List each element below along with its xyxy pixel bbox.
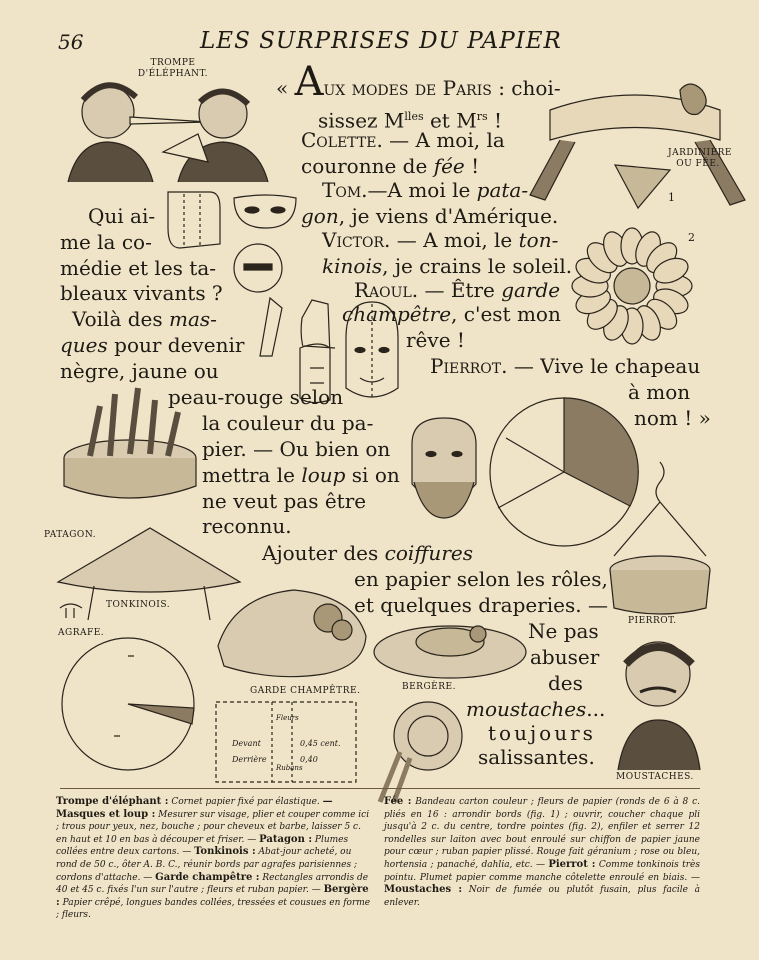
dialogue-text: et M <box>423 108 477 133</box>
speaker-name: Pierrot. <box>430 354 508 378</box>
dialogue-text: , je viens d'Amérique. <box>338 204 559 228</box>
footnote-term: — Masques et loup : <box>56 796 333 820</box>
masks-line-10: pier. — Ou bien on <box>202 437 391 461</box>
footnote-text: Mesurer sur visage, plier et couper comme ici ; trous pour yeux, nez, bouche ; pour cheveux et barbe, laisser 5 c. en haut et 10 en bas à découper et friser. — <box>56 809 370 845</box>
footnote-term: Patagon : <box>259 833 313 845</box>
superscript: lles <box>404 110 424 123</box>
dialogue-italic: pata- <box>476 178 529 202</box>
rosette-center <box>614 268 650 304</box>
masks-line-1: Qui ai- <box>88 204 156 228</box>
footnote-term: Pierrot : <box>548 858 596 870</box>
fig-number-2: 2 <box>688 231 696 244</box>
fig-number-1: 1 <box>668 191 676 204</box>
footnote-text: Cornet papier fixé par élastique. <box>168 797 323 807</box>
dialogue-text: sissez M <box>318 108 405 133</box>
dialogue-line-11: rêve ! <box>406 328 465 352</box>
coiffures-line-6: des <box>548 671 583 695</box>
footnote-term: Tonkinois : <box>194 846 256 858</box>
label-tonkinois: TONKINOIS. <box>106 600 171 610</box>
dialogue-italic: garde <box>501 278 561 302</box>
dialogue-text: — A moi, la <box>382 128 505 152</box>
speaker-name: Tom. <box>322 178 368 202</box>
masks-italic: mas- <box>168 307 217 331</box>
footnote-divider <box>60 788 700 789</box>
dialogue-text: — A moi, le <box>390 228 519 252</box>
dialogue-text: : choi- <box>491 76 561 100</box>
dialogue-line-14: nom ! » <box>634 406 711 430</box>
coiffures-italic: moustaches <box>466 697 587 721</box>
moustaches-illustration <box>612 630 702 770</box>
footnote-text: Bandeau carton couleur ; fleurs de papier (ronds de 6 à 8 c. pliés en 16 : arrondir bords (fig. 1) ; ouvrir, coucher chaque pli jusqu'à 2 c. du centre, tordre pointes (fig. 2), enfiler et serrer 12 rondelles sur laiton avec bout enroulé sur chiffon de papier jaune pour cœur ; ruban papier plissé. Rouge fait géranium ; rose ou bleu, hortensia ; panaché, dahlia, etc. — <box>384 797 701 870</box>
label-trompe: TROMPE D'ÉLÉPHANT. <box>137 58 209 79</box>
coiffures-text: ... <box>586 697 606 721</box>
label-devant: Devant <box>232 739 261 748</box>
masks-text: pour devenir <box>107 333 245 357</box>
drop-cap: A <box>294 59 324 105</box>
masks-text: mettra le <box>202 463 302 487</box>
masks-line-7: nègre, jaune ou <box>60 359 219 383</box>
dialogue-text: , c'est mon <box>451 302 561 326</box>
coiffures-line-2: en papier selon les rôles, <box>354 567 608 591</box>
dialogue-text: , je crains le soleil. <box>382 254 573 278</box>
masks-text: si on <box>345 463 400 487</box>
pierrot-illustration <box>600 458 720 618</box>
masks-line-4: bleaux vivants ? <box>60 281 223 305</box>
rosette-illustration <box>566 222 698 350</box>
label-devant-value: 0,45 cent. <box>300 739 341 748</box>
label-patagon: PATAGON. <box>44 530 96 540</box>
coiffures-line-3: et quelques draperies. — <box>354 593 608 617</box>
label-jardiniere: JARDINIÈRE OU FÉE. <box>668 148 733 169</box>
label-derriere: Derrière <box>232 755 267 764</box>
speaker-name: Victor. <box>322 228 391 252</box>
label-derriere-value: 0,40 <box>300 755 318 764</box>
open-quote: « <box>276 76 295 100</box>
footnotes-right <box>384 796 700 909</box>
masks-line-13: reconnu. <box>202 514 292 538</box>
label-agrafe: AGRAFE. <box>58 628 105 638</box>
label-bergere: BERGÈRE. <box>402 682 456 692</box>
label-pierrot: PIERROT. <box>628 616 677 626</box>
bergere-illustration <box>370 612 530 682</box>
dialogue-fashion: ux modes de Paris <box>323 76 492 100</box>
dialogue-italic: kinois <box>322 254 383 278</box>
speaker-name: Colette. <box>301 128 383 152</box>
masks-line-9: la couleur du pa- <box>202 411 374 435</box>
coiffures-line-8: toujours <box>488 721 596 745</box>
footnote-term: Moustaches : <box>384 884 463 896</box>
dialogue-line-1 <box>276 59 561 105</box>
label-fleurs: Fleurs <box>276 714 299 722</box>
masks-line-2: me la co- <box>60 230 152 254</box>
dialogue-text: ! <box>464 154 480 178</box>
masks-text: Voilà des <box>72 307 169 331</box>
bearded-mask-illustration <box>404 414 484 520</box>
label-rubans: Rubans <box>276 764 303 772</box>
dialogue-text: ! <box>487 108 502 133</box>
masks-italic: ques <box>60 333 108 357</box>
footnote-text: Noir de fumée ou plutôt fusain, plus facile à enlever. <box>384 885 700 908</box>
footnote-term: Trompe d'éléphant : <box>56 796 169 807</box>
dialogue-line-13: à mon <box>628 380 691 404</box>
coiffures-line-4: Ne pas <box>528 619 599 643</box>
coiffures-line-9: salissantes. <box>478 745 595 769</box>
dialogue-text: — Être <box>418 278 502 302</box>
speaker-name: Raoul. <box>354 278 419 302</box>
footnote-text: Abat-jour acheté, ou rond de 50 c., ôter A. B. C., réunir bords par agrafes parisiennes ; cordons d'attache. — <box>56 847 358 883</box>
running-title: LES SURPRISES DU PAPIER <box>200 28 562 54</box>
masks-line-3: médie et les ta- <box>60 256 216 280</box>
footnote-text: Rectangles arrondis de 40 et 45 c. fixés l'un sur l'autre ; fleurs et ruban papier. — <box>56 872 369 896</box>
footnote-text: Papier crêpé, longues bandes collées, tressées et cousues en forme ; fleurs. <box>56 897 371 921</box>
trompe-illustration <box>58 72 278 182</box>
agrafe-pattern-illustration <box>58 636 204 772</box>
footnote-term: Bergère : <box>56 884 369 908</box>
dialogue-text: couronne de <box>301 154 434 178</box>
dialogue-italic: champêtre <box>342 302 452 326</box>
footnote-term: Garde champêtre : <box>155 871 260 883</box>
dialogue-italic: ton- <box>518 228 559 252</box>
dialogue-text: — Vive le chapeau <box>507 354 701 378</box>
footnote-term: Fée : <box>384 796 412 807</box>
dialogue-italic: gon <box>301 204 339 228</box>
braid-illustration <box>366 696 478 802</box>
garde-illustration <box>214 586 370 686</box>
dialogue-text: —A moi le <box>367 178 477 202</box>
dialogue-italic: fée <box>433 154 465 178</box>
superscript: rs <box>476 110 488 123</box>
page-number: 56 <box>58 30 84 54</box>
coiffures-line-5: abuser <box>530 645 600 669</box>
footnotes-left <box>56 796 372 922</box>
masks-line-12: ne veut pas être <box>202 489 367 513</box>
label-moustaches: MOUSTACHES. <box>616 772 694 782</box>
label-garde: GARDE CHAMPÊTRE. <box>250 686 361 696</box>
masks-italic: loup <box>301 463 346 487</box>
coiffures-italic: coiffures <box>384 541 473 565</box>
coiffures-text: Ajouter des <box>262 541 385 565</box>
footnote-text: Comme tonkinois très pointu. Plumet papier comme manche côtelette enroulé en biais. — <box>384 859 700 883</box>
masks-line-8: peau-rouge selon <box>168 385 344 409</box>
footnote-text: Plumes collées entre deux cartons. — <box>56 834 349 858</box>
